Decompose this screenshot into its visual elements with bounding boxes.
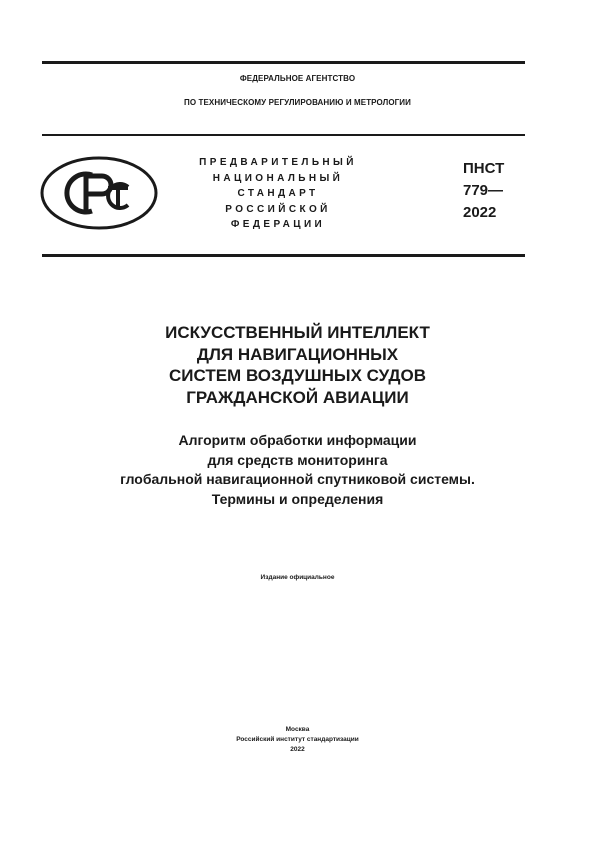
designation-year: 2022 [463, 204, 497, 221]
top-rule [42, 61, 525, 64]
agency-line-1: ФЕДЕРАЛЬНОЕ АГЕНТСТВО [239, 74, 356, 83]
title-line: ДЛЯ НАВИГАЦИОННЫХ [196, 344, 399, 364]
designation-number: 779— [463, 182, 504, 199]
subtitle-line: для средств мониторинга [207, 451, 388, 468]
rst-certification-mark-icon [40, 156, 158, 230]
imprint-city: Москва [285, 726, 310, 733]
standard-type-line: СТАНДАРТ [237, 188, 319, 199]
agency-line-2: ПО ТЕХНИЧЕСКОМУ РЕГУЛИРОВАНИЮ И МЕТРОЛОГИИ [183, 98, 412, 107]
subtitle-line: Термины и определения [211, 490, 384, 507]
imprint-year: 2022 [290, 746, 305, 753]
document-subtitle [0, 431, 595, 509]
subtitle-line: Алгоритм обработки информации [178, 432, 417, 448]
title-line: ИСКУССТВЕННЫЙ ИНТЕЛЛЕКТ [165, 323, 430, 342]
standard-type-line: НАЦИОНАЛЬНЫЙ [212, 172, 344, 184]
title-line: СИСТЕМ ВОЗДУШНЫХ СУДОВ [168, 366, 427, 385]
bottom-rule [42, 254, 525, 257]
imprint-publisher: Российский институт стандартизации [236, 736, 359, 743]
standard-type-line: ПРЕДВАРИТЕЛЬНЫЙ [199, 157, 357, 168]
imprint [0, 725, 595, 755]
edition-note: Издание официальное [260, 574, 335, 581]
document-title [0, 322, 595, 408]
standard-type-line: РОССИЙСКОЙ [225, 203, 331, 215]
standard-type-line: ФЕДЕРАЦИИ [230, 219, 326, 230]
title-line: ГРАЖДАНСКОЙ АВИАЦИИ [186, 387, 409, 407]
subtitle-line: глобальной навигационной спутниковой системы. [120, 471, 475, 487]
standard-type-block [178, 155, 378, 233]
designation-prefix: ПНСТ [463, 160, 505, 177]
middle-rule [42, 134, 525, 136]
standard-designation [463, 158, 504, 224]
